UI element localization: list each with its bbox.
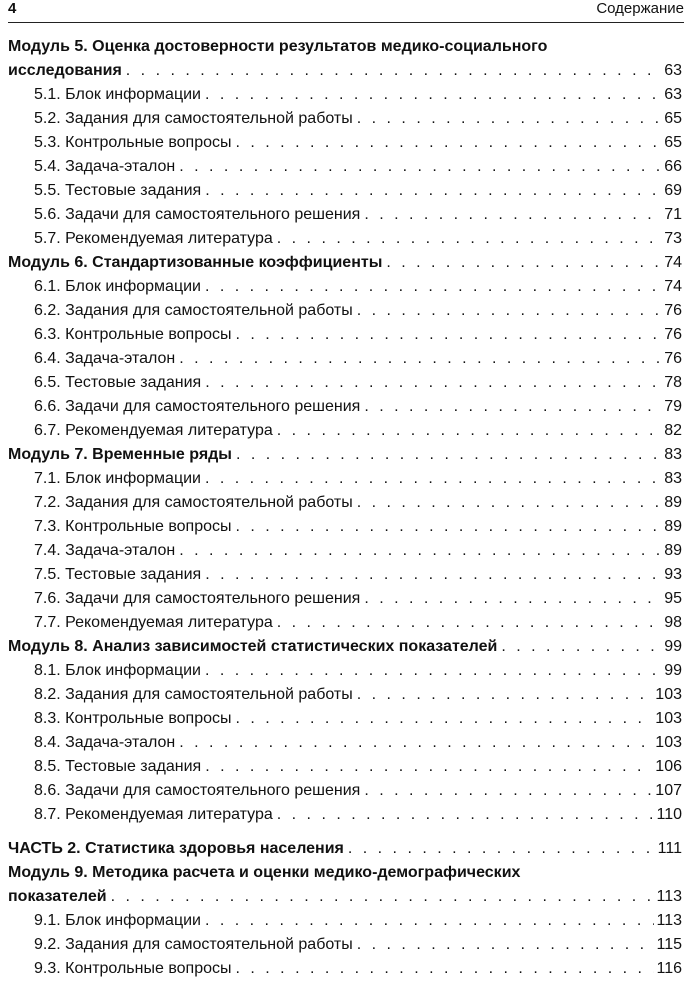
toc-entry-line xyxy=(34,515,682,539)
dot-leader xyxy=(277,611,662,635)
toc-page-number: 89 xyxy=(664,542,682,559)
section-gap xyxy=(8,827,682,837)
dot-leader xyxy=(364,779,653,803)
dot-leader xyxy=(357,107,662,131)
toc-page-number: 65 xyxy=(664,134,682,151)
toc-entry-title: 7.7. Рекомендуемая литература xyxy=(34,614,273,631)
dot-leader xyxy=(236,515,663,539)
toc-sub-entry[interactable] xyxy=(8,933,682,957)
toc-page-number: 110 xyxy=(656,806,682,823)
toc-entry-line xyxy=(34,299,682,323)
toc-entry-title: 6.6. Задачи для самостоятельного решения xyxy=(34,398,361,415)
page-number: 4 xyxy=(8,0,17,17)
toc-entry-line xyxy=(34,395,682,419)
dot-leader xyxy=(205,909,655,933)
dot-leader xyxy=(236,323,663,347)
toc-entry-line xyxy=(34,419,682,443)
dot-leader xyxy=(205,371,662,395)
toc-entry-title: 5.6. Задачи для самостоятельного решения xyxy=(34,206,361,223)
toc-sub-entry[interactable] xyxy=(8,275,682,299)
toc-entry-line xyxy=(34,539,682,563)
dot-leader xyxy=(357,683,654,707)
toc-sub-entry[interactable] xyxy=(8,395,682,419)
toc-sub-entry[interactable] xyxy=(8,515,682,539)
toc-page-number: 63 xyxy=(664,62,682,79)
toc-entry-line xyxy=(34,611,682,635)
toc-page-number: 106 xyxy=(655,758,682,775)
toc-sub-entry[interactable] xyxy=(8,299,682,323)
toc-page-number: 107 xyxy=(655,782,682,799)
toc-entry-title: 7.5. Тестовые задания xyxy=(34,566,202,583)
toc-entry-title: исследования xyxy=(8,62,122,79)
toc-entry-line xyxy=(8,59,682,83)
toc-entry-title: 6.1. Блок информации xyxy=(34,278,201,295)
toc-entry-title: 5.2. Задания для самостоятельной работы xyxy=(34,110,353,127)
toc-page-number: 65 xyxy=(664,110,682,127)
toc-module-entry[interactable] xyxy=(8,861,682,909)
toc-page-number: 76 xyxy=(664,350,682,367)
toc-page-number: 111 xyxy=(657,840,682,857)
dot-leader xyxy=(236,443,662,467)
toc-entry-title: 9.2. Задания для самостоятельной работы xyxy=(34,936,353,953)
toc-page-number: 98 xyxy=(664,614,682,631)
toc-entry-title: 8.4. Задача-эталон xyxy=(34,734,176,751)
toc-page-number: 89 xyxy=(664,494,682,511)
toc-entry-line xyxy=(8,251,682,275)
toc-entry-line xyxy=(8,635,682,659)
toc-sub-entry[interactable] xyxy=(8,539,682,563)
toc-page-number: 79 xyxy=(664,398,682,415)
toc-entry-line xyxy=(34,909,682,933)
dot-leader xyxy=(205,275,662,299)
toc-entry-line xyxy=(8,885,682,909)
toc-entry-title: ЧАСТЬ 2. Статистика здоровья населения xyxy=(8,840,344,857)
table-of-contents xyxy=(8,35,682,981)
dot-leader xyxy=(386,251,662,275)
toc-entry-title: 9.1. Блок информации xyxy=(34,912,201,929)
toc-sub-entry[interactable] xyxy=(8,611,682,635)
dot-leader xyxy=(357,933,655,957)
toc-page-number: 115 xyxy=(656,936,682,953)
toc-page-number: 78 xyxy=(664,374,682,391)
toc-page-number: 95 xyxy=(664,590,682,607)
toc-entry-title: 8.3. Контрольные вопросы xyxy=(34,710,232,727)
toc-sub-entry[interactable] xyxy=(8,779,682,803)
toc-page-number: 66 xyxy=(664,158,682,175)
toc-module-entry[interactable] xyxy=(8,635,682,659)
toc-sub-entry[interactable] xyxy=(8,371,682,395)
toc-entry-title: 7.6. Задачи для самостоятельного решения xyxy=(34,590,361,607)
toc-module-entry[interactable] xyxy=(8,443,682,467)
toc-entry-line xyxy=(8,837,682,861)
toc-page-number: 89 xyxy=(664,518,682,535)
toc-entry-title: 6.7. Рекомендуемая литература xyxy=(34,422,273,439)
toc-entry-title: Модуль 6. Стандартизованные коэффициенты xyxy=(8,254,383,271)
dot-leader xyxy=(357,491,662,515)
toc-entry-line xyxy=(34,275,682,299)
toc-entry-title: 7.4. Задача-эталон xyxy=(34,542,176,559)
toc-page-number: 83 xyxy=(664,470,682,487)
toc-sub-entry[interactable] xyxy=(8,563,682,587)
toc-entry-title: 8.7. Рекомендуемая литература xyxy=(34,806,273,823)
dot-leader xyxy=(357,299,662,323)
toc-entry-title: 8.6. Задачи для самостоятельного решения xyxy=(34,782,361,799)
toc-entry-line xyxy=(34,227,682,251)
toc-sub-entry[interactable] xyxy=(8,131,682,155)
toc-page-number: 99 xyxy=(664,638,682,655)
toc-entry-line xyxy=(34,957,682,981)
toc-page-number: 103 xyxy=(655,710,682,727)
toc-sub-entry[interactable] xyxy=(8,755,682,779)
dot-leader xyxy=(364,395,662,419)
toc-entry-title: 6.5. Тестовые задания xyxy=(34,374,202,391)
toc-page-number: 93 xyxy=(664,566,682,583)
toc-entry-line xyxy=(34,323,682,347)
toc-entry-line xyxy=(34,803,682,827)
toc-sub-entry[interactable] xyxy=(8,491,682,515)
toc-entry-line xyxy=(34,779,682,803)
dot-leader xyxy=(205,179,662,203)
dot-leader xyxy=(179,347,662,371)
toc-sub-entry[interactable] xyxy=(8,683,682,707)
toc-sub-entry[interactable] xyxy=(8,323,682,347)
toc-sub-entry[interactable] xyxy=(8,707,682,731)
dot-leader xyxy=(236,131,663,155)
toc-entry-title: показателей xyxy=(8,888,107,905)
toc-entry-title: 6.3. Контрольные вопросы xyxy=(34,326,232,343)
toc-page-number: 82 xyxy=(664,422,682,439)
toc-entry-line xyxy=(34,107,682,131)
toc-entry-line xyxy=(34,467,682,491)
toc-entry-line xyxy=(34,587,682,611)
toc-entry-title: 5.5. Тестовые задания xyxy=(34,182,202,199)
toc-page-number: 99 xyxy=(664,662,682,679)
running-header xyxy=(8,0,684,23)
dot-leader xyxy=(277,419,662,443)
toc-entry-line xyxy=(34,179,682,203)
toc-sub-entry[interactable] xyxy=(8,203,682,227)
toc-entry-line xyxy=(34,155,682,179)
dot-leader xyxy=(179,539,662,563)
dot-leader xyxy=(364,203,662,227)
toc-page-number: 76 xyxy=(664,326,682,343)
toc-page-number: 74 xyxy=(664,278,682,295)
toc-page-number: 116 xyxy=(656,960,682,977)
dot-leader xyxy=(236,707,654,731)
toc-entry-line xyxy=(34,131,682,155)
toc-entry-title: 5.7. Рекомендуемая литература xyxy=(34,230,273,247)
toc-page-number: 103 xyxy=(655,686,682,703)
toc-entry-line xyxy=(34,707,682,731)
toc-entry-line xyxy=(34,659,682,683)
dot-leader xyxy=(111,885,655,909)
toc-entry-line xyxy=(34,933,682,957)
toc-entry-title: 8.5. Тестовые задания xyxy=(34,758,202,775)
toc-entry-title: 5.4. Задача-эталон xyxy=(34,158,176,175)
dot-leader xyxy=(501,635,662,659)
toc-entry-title: 8.1. Блок информации xyxy=(34,662,201,679)
toc-page-number: 71 xyxy=(664,206,682,223)
toc-entry-title: 7.3. Контрольные вопросы xyxy=(34,518,232,535)
toc-entry-title: 5.1. Блок информации xyxy=(34,86,201,103)
toc-entry-title: 7.2. Задания для самостоятельной работы xyxy=(34,494,353,511)
toc-module-entry[interactable] xyxy=(8,251,682,275)
toc-page-number: 113 xyxy=(656,888,682,905)
toc-sub-entry[interactable] xyxy=(8,347,682,371)
toc-entry-title-line1: Модуль 9. Методика расчета и оценки медико-демографических xyxy=(8,864,521,881)
dot-leader xyxy=(236,957,655,981)
toc-page-number: 83 xyxy=(664,446,682,463)
toc-part-entry[interactable] xyxy=(8,837,682,861)
toc-sub-entry[interactable] xyxy=(8,227,682,251)
toc-entry-line xyxy=(34,83,682,107)
toc-entry-line xyxy=(34,563,682,587)
toc-entry-title-line1: Модуль 5. Оценка достоверности результатов медико-социального xyxy=(8,38,548,55)
toc-page-number: 63 xyxy=(664,86,682,103)
toc-sub-entry[interactable] xyxy=(8,155,682,179)
toc-entry-title: 6.2. Задания для самостоятельной работы xyxy=(34,302,353,319)
toc-sub-entry[interactable] xyxy=(8,107,682,131)
toc-sub-entry[interactable] xyxy=(8,179,682,203)
toc-page-number: 103 xyxy=(655,734,682,751)
dot-leader xyxy=(205,659,662,683)
dot-leader xyxy=(364,587,662,611)
toc-sub-entry[interactable] xyxy=(8,659,682,683)
toc-module-entry[interactable] xyxy=(8,35,682,83)
dot-leader xyxy=(179,155,662,179)
toc-entry-line xyxy=(34,731,682,755)
section-title: Содержание xyxy=(596,0,684,17)
toc-entry-line xyxy=(34,491,682,515)
toc-entry-title: 6.4. Задача-эталон xyxy=(34,350,176,367)
toc-sub-entry[interactable] xyxy=(8,419,682,443)
toc-page-number: 73 xyxy=(664,230,682,247)
toc-entry-title: 5.3. Контрольные вопросы xyxy=(34,134,232,151)
dot-leader xyxy=(205,467,662,491)
toc-entry-line xyxy=(34,371,682,395)
dot-leader xyxy=(277,803,655,827)
toc-entry-title: 9.3. Контрольные вопросы xyxy=(34,960,232,977)
toc-entry-line xyxy=(34,755,682,779)
dot-leader xyxy=(348,837,656,861)
toc-entry-title: 8.2. Задания для самостоятельной работы xyxy=(34,686,353,703)
dot-leader xyxy=(277,227,662,251)
toc-page-number: 76 xyxy=(664,302,682,319)
dot-leader xyxy=(179,731,653,755)
toc-entry-line xyxy=(34,683,682,707)
toc-page-number: 113 xyxy=(656,912,682,929)
toc-sub-entry[interactable] xyxy=(8,731,682,755)
toc-sub-entry[interactable] xyxy=(8,587,682,611)
toc-entry-title: 7.1. Блок информации xyxy=(34,470,201,487)
toc-entry-line xyxy=(34,203,682,227)
toc-sub-entry[interactable] xyxy=(8,909,682,933)
toc-sub-entry[interactable] xyxy=(8,467,682,491)
toc-sub-entry[interactable] xyxy=(8,803,682,827)
toc-sub-entry[interactable] xyxy=(8,957,682,981)
toc-page-number: 74 xyxy=(664,254,682,271)
dot-leader xyxy=(205,563,662,587)
toc-entry-line xyxy=(8,443,682,467)
dot-leader xyxy=(205,755,653,779)
toc-page-number: 69 xyxy=(664,182,682,199)
dot-leader xyxy=(205,83,662,107)
toc-entry-line xyxy=(34,347,682,371)
toc-sub-entry[interactable] xyxy=(8,83,682,107)
toc-entry-title: Модуль 7. Временные ряды xyxy=(8,446,232,463)
toc-entry-title: Модуль 8. Анализ зависимостей статистических показателей xyxy=(8,638,498,655)
dot-leader xyxy=(126,59,662,83)
